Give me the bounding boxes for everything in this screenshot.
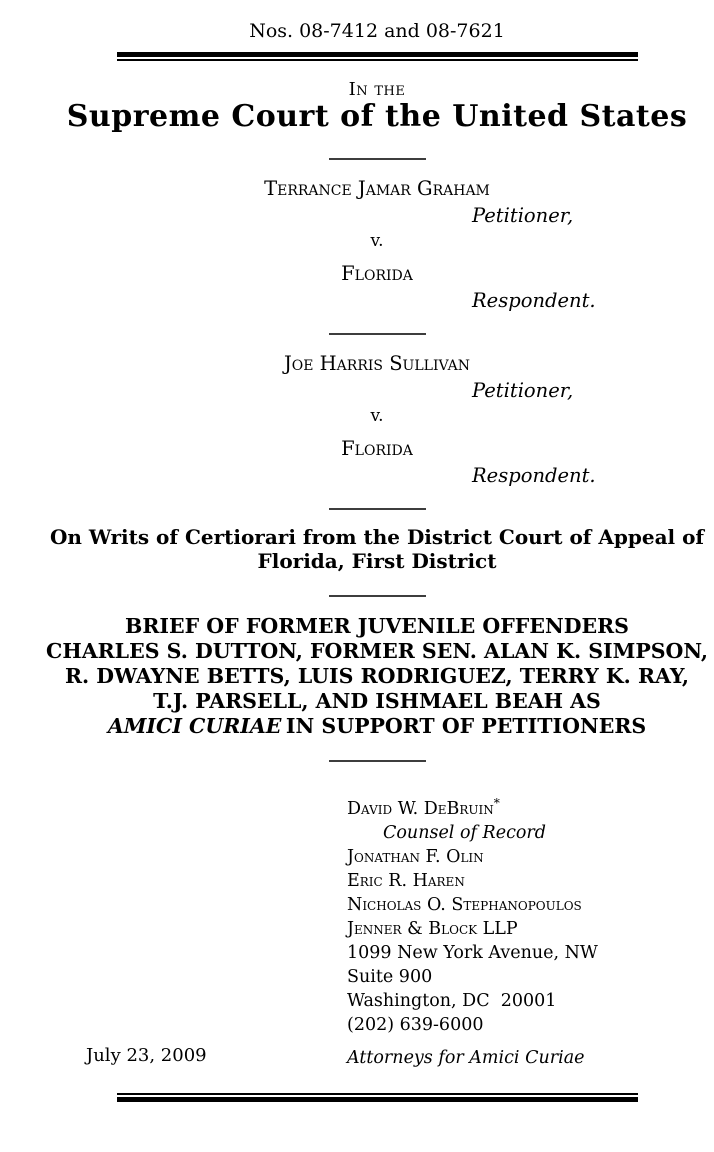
brief-title-line-3: R. DWAYNE BETTS, LUIS RODRIGUEZ, TERRY K. RAY, xyxy=(64,664,690,688)
filing-date: July 23, 2009 xyxy=(86,1044,207,1066)
counsel-asterisk: * xyxy=(493,796,500,810)
petitioner-name-graham: Terrance Jamar Graham xyxy=(264,177,490,200)
counsel-block xyxy=(347,791,714,1037)
in-the-label: In the xyxy=(348,79,406,100)
brief-title xyxy=(40,614,714,739)
cover-content xyxy=(40,0,714,1102)
section-separator xyxy=(329,595,426,597)
bottom-double-rule xyxy=(117,1093,638,1102)
writ-statement-line-1: On Writs of Certiorari from the District Court of Appeal of xyxy=(49,525,705,549)
brief-title-line-4: T.J. PARSELL, AND ISHMAEL BEAH AS xyxy=(153,689,601,713)
attorney-name: Eric R. Haren xyxy=(347,870,465,891)
counsel-of-record-title: Counsel of Record xyxy=(383,822,546,843)
court-name: Supreme Court of the United States xyxy=(66,99,688,134)
counsel-name-text: David W. DeBruin xyxy=(347,798,494,819)
section-separator xyxy=(329,508,426,510)
counsel-of-record-name xyxy=(347,791,714,821)
brief-title-line-2: CHARLES S. DUTTON, FORMER SEN. ALAN K. SIMPSON, xyxy=(46,639,708,663)
respondent-label: Respondent. xyxy=(472,289,596,312)
firm-name: Jenner & Block LLP xyxy=(347,918,518,939)
petitioner-name-sullivan: Joe Harris Sullivan xyxy=(283,352,471,375)
respondent-label: Respondent. xyxy=(472,464,596,487)
respondent-name-florida: Florida xyxy=(341,262,413,285)
writ-statement-line-2: Florida, First District xyxy=(257,549,497,573)
versus-label: v. xyxy=(370,406,384,426)
versus-label: v. xyxy=(370,231,384,251)
address-line: Washington, DC 20001 xyxy=(347,990,557,1011)
amici-curiae-italic: AMICI CURIAE xyxy=(107,714,282,738)
section-separator xyxy=(329,333,426,335)
date-and-role-row xyxy=(40,1044,714,1068)
brief-title-line-1: BRIEF OF FORMER JUVENILE OFFENDERS xyxy=(125,614,629,638)
brief-title-line-5 xyxy=(40,714,714,739)
petitioner-label: Petitioner, xyxy=(472,204,574,227)
section-separator xyxy=(329,760,426,762)
phone-number: (202) 639-6000 xyxy=(347,1014,484,1035)
top-double-rule xyxy=(117,52,638,61)
respondent-name-florida: Florida xyxy=(341,437,413,460)
attorneys-role: Attorneys for Amici Curiae xyxy=(347,1047,585,1068)
writ-statement xyxy=(40,525,714,573)
petitioner-label: Petitioner, xyxy=(472,379,574,402)
attorney-name: Jonathan F. Olin xyxy=(347,846,484,867)
address-line: Suite 900 xyxy=(347,966,433,987)
address-line: 1099 New York Avenue, NW xyxy=(347,942,598,963)
attorney-name: Nicholas O. Stephanopoulos xyxy=(347,894,582,915)
section-separator xyxy=(329,158,426,160)
docket-numbers: Nos. 08-7412 and 08-7621 xyxy=(249,20,505,42)
brief-title-line-5-rest: IN SUPPORT OF PETITIONERS xyxy=(285,714,647,738)
